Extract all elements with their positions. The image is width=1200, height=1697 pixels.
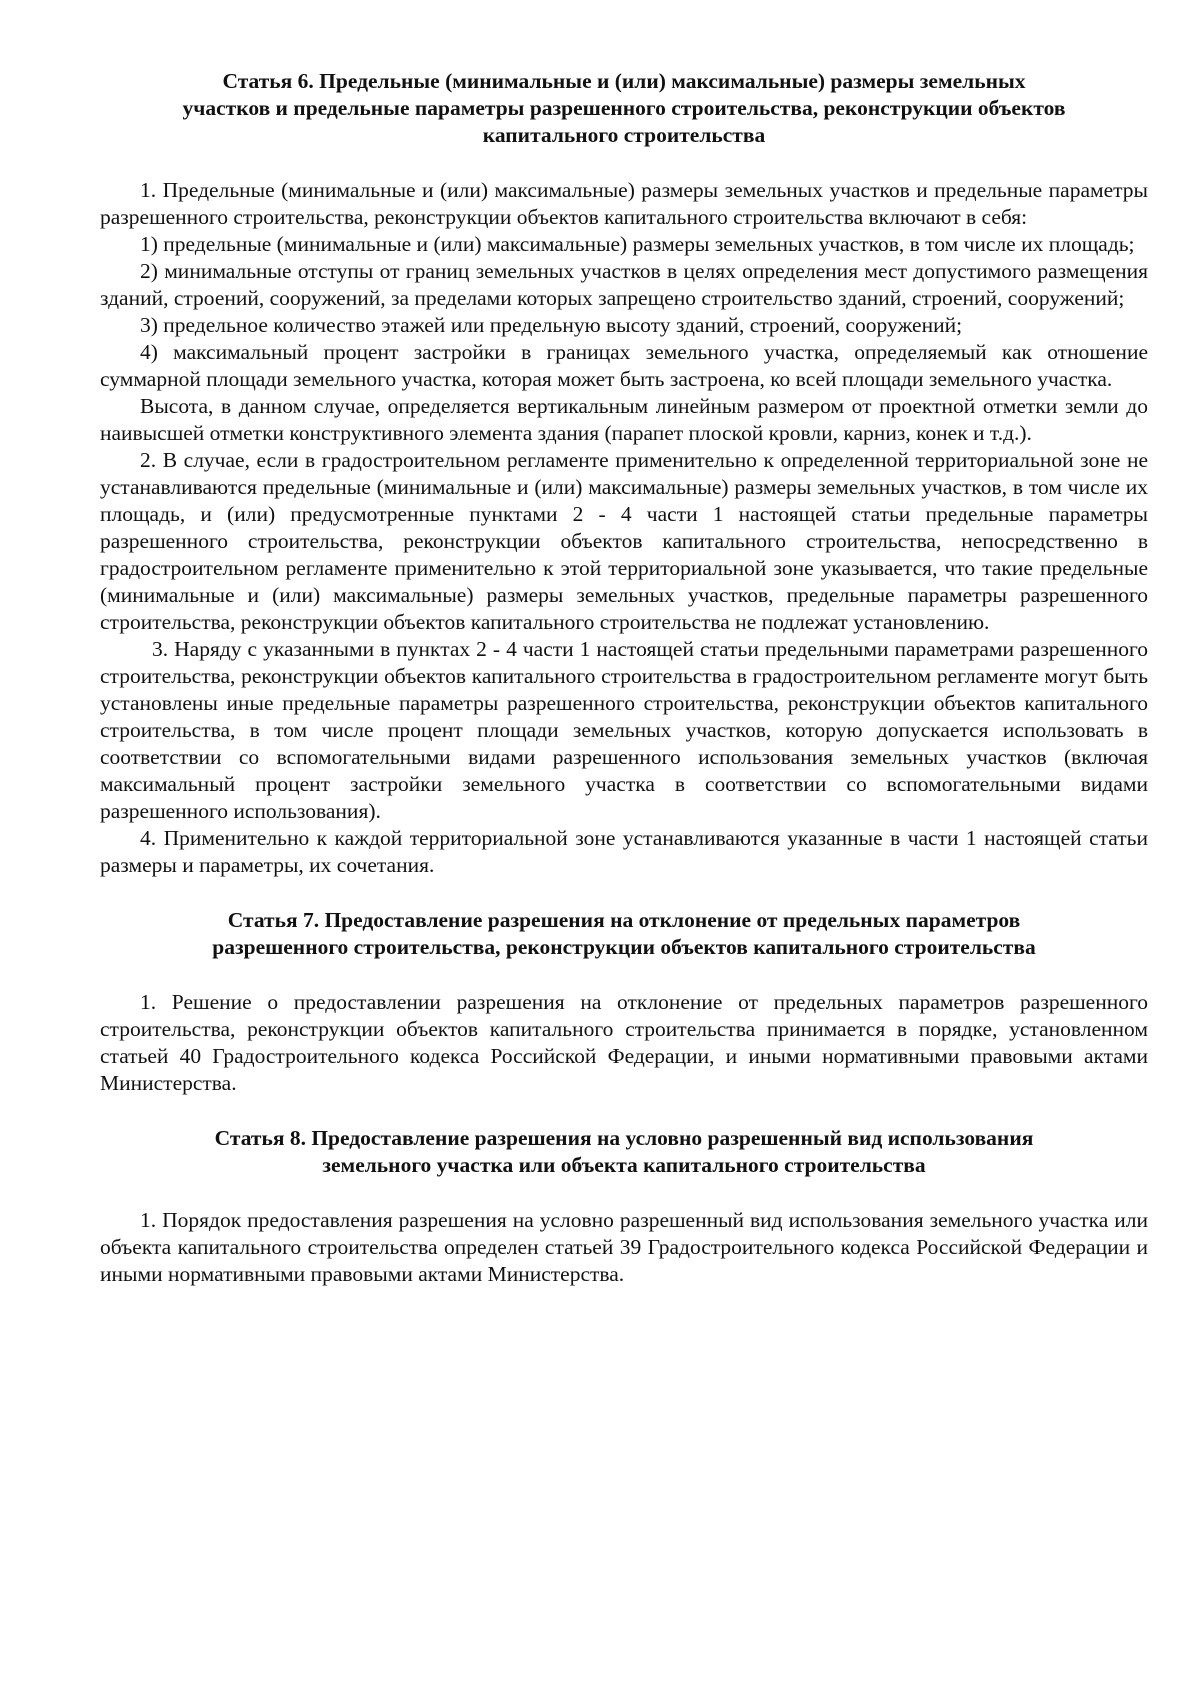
article-6-paragraph-2: 2. В случае, если в градостроительном регламенте применительно к определенной территориальной зоне не устанавливаются предельные (минимальные и (или) максимальные) размеры земельных участков, в том числе их площадь, и (или) предусмотренные пунктами 2 - 4 части 1 настоящей статьи предельные параметры разрешенного строительства, реконструкции объектов капитального строительства, непосредственно в градостроительном регламенте применительно к этой территориальной зоне указывается, что такие предельные (минимальные и (или) максимальные) размеры земельных участков, предельные параметры разрешенного строительства, реконструкции объектов капитального строительства не подлежат установлению. xyxy=(100,448,1148,634)
article-6-heading-line-3: капитального строительства xyxy=(482,123,766,147)
spacer xyxy=(100,149,1148,177)
document-page xyxy=(100,68,1148,1288)
article-6-height-note: Высота, в данном случае, определяется вертикальным линейным размером от проектной отметки земли до наивысшей отметки конструктивного элемента здания (парапет плоской кровли, карниз, конек и т.д.). xyxy=(100,394,1148,445)
spacer xyxy=(100,1097,1148,1125)
article-6-item-1: 1) предельные (минимальные и (или) максимальные) размеры земельных участков, в том числе их площадь; xyxy=(140,232,1135,256)
article-6-item-3: 3) предельное количество этажей или предельную высоту зданий, строений, сооружений; xyxy=(140,313,963,337)
spacer xyxy=(100,961,1148,989)
spacer xyxy=(100,879,1148,907)
article-6-paragraph-1: 1. Предельные (минимальные и (или) максимальные) размеры земельных участков и предельные параметры разрешенного строительства, реконструкции объектов капитального строительства включают в себя: xyxy=(100,178,1148,229)
article-6-heading-line-1: Статья 6. Предельные (минимальные и (или) максимальные) размеры земельных xyxy=(222,69,1026,93)
article-8-heading-line-1: Статья 8. Предоставление разрешения на условно разрешенный вид использования xyxy=(214,1126,1034,1150)
article-6-paragraph-3: 3. Наряду с указанными в пунктах 2 - 4 части 1 настоящей статьи предельными параметрами разрешенного строительства, реконструкции объектов капитального строительства в градостроительном регламенте могут быть установлены иные предельные параметры разрешенного строительства, реконструкции объектов капитального строительства, в том числе процент площади земельных участков, которую допускается использовать в соответствии со вспомогательными видами разрешенного использования земельных участков (включая максимальный процент застройки земельного участка в соответствии со вспомогательными видами разрешенного использования). xyxy=(100,637,1148,823)
article-8-heading-line-2: земельного участка или объекта капитального строительства xyxy=(322,1153,926,1177)
article-6-item-4: 4) максимальный процент застройки в границах земельного участка, определяемый как отношение суммарной площади земельного участка, которая может быть застроена, ко всей площади земельного участка. xyxy=(100,340,1148,391)
article-7-heading-line-1: Статья 7. Предоставление разрешения на отклонение от предельных параметров xyxy=(227,908,1021,932)
article-6-paragraph-4: 4. Применительно к каждой территориальной зоне устанавливаются указанные в части 1 настоящей статьи размеры и параметры, их сочетания. xyxy=(100,826,1148,877)
article-8-heading xyxy=(100,1125,1148,1179)
article-7-paragraph-1: 1. Решение о предоставлении разрешения на отклонение от предельных параметров разрешенного строительства, реконструкции объектов капитального строительства принимается в порядке, установленном статьей 40 Градостроительного кодекса Российской Федерации, и иными нормативными правовыми актами Министерства. xyxy=(100,990,1148,1095)
article-7-heading xyxy=(100,907,1148,961)
article-8-paragraph-1: 1. Порядок предоставления разрешения на условно разрешенный вид использования земельного участка или объекта капитального строительства определен статьей 39 Градостроительного кодекса Российской Федерации и иными нормативными правовыми актами Министерства. xyxy=(100,1208,1148,1286)
article-6-heading xyxy=(100,68,1148,149)
spacer xyxy=(100,1179,1148,1207)
article-6-heading-line-2: участков и предельные параметры разрешенного строительства, реконструкции объектов xyxy=(182,96,1066,120)
article-6-item-2: 2) минимальные отступы от границ земельных участков в целях определения мест допустимого размещения зданий, строений, сооружений, за пределами которых запрещено строительство зданий, строений, сооружений; xyxy=(100,259,1148,310)
article-7-heading-line-2: разрешенного строительства, реконструкции объектов капитального строительства xyxy=(212,935,1036,959)
